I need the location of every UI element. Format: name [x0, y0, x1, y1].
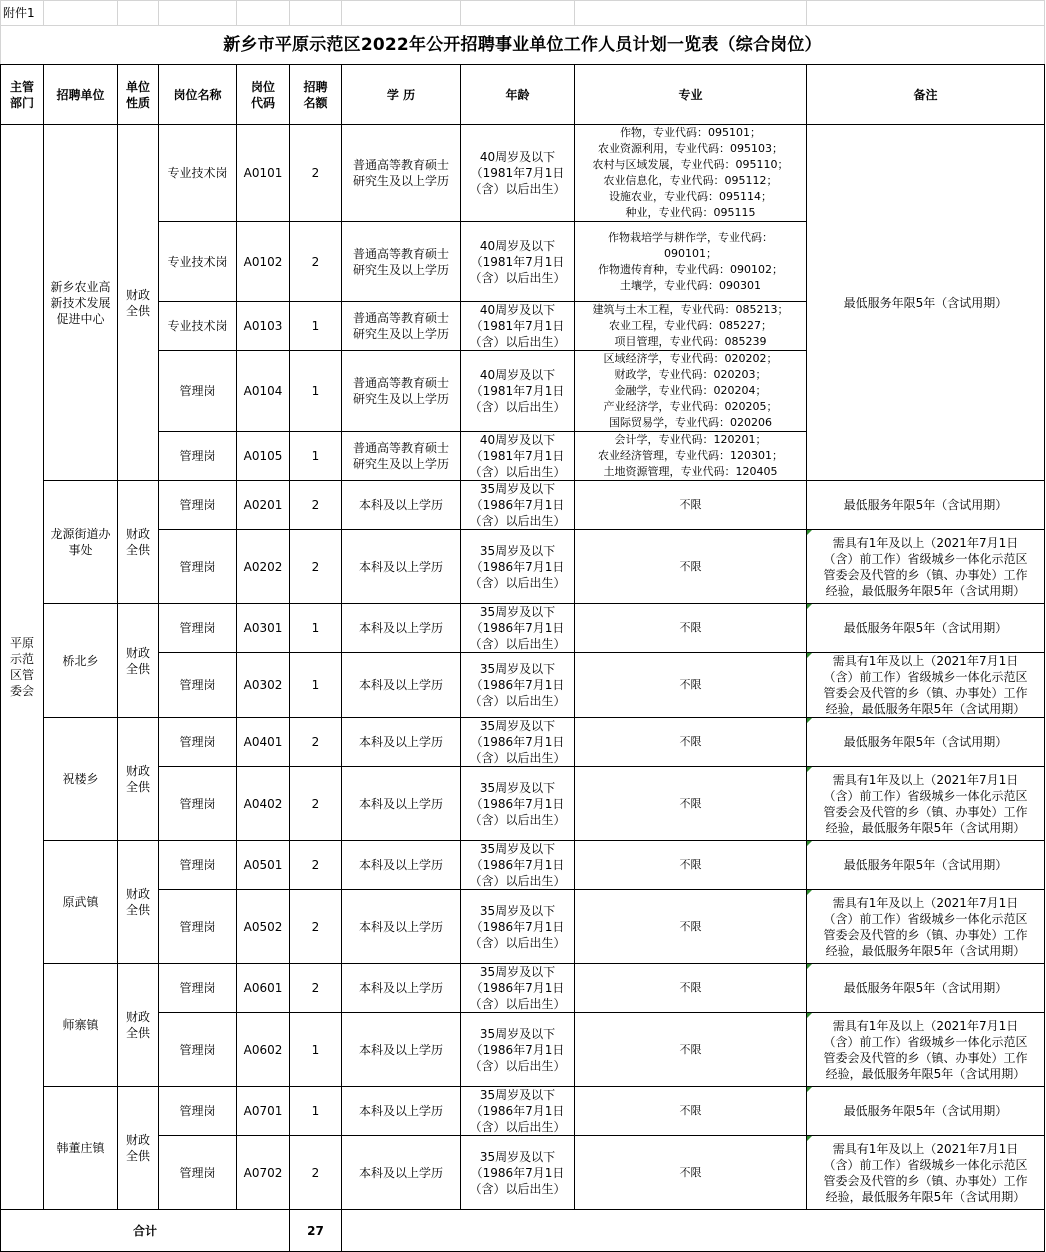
count-cell: 1: [290, 653, 342, 718]
count-cell: 1: [290, 432, 342, 481]
education-cell: 本科及以上学历: [342, 653, 461, 718]
major-cell: 不限: [575, 767, 807, 841]
total-empty: [342, 1210, 1045, 1252]
education-cell: 本科及以上学历: [342, 530, 461, 604]
age-cell: 35周岁及以下 （1986年7月1日 （含）以后出生）: [461, 1087, 575, 1136]
unit-name-cell: 师寨镇: [44, 964, 118, 1087]
education-cell: 本科及以上学历: [342, 964, 461, 1013]
note-cell: 最低服务年限5年（含试用期）: [807, 718, 1045, 767]
age-cell: 35周岁及以下 （1986年7月1日 （含）以后出生）: [461, 481, 575, 530]
post-name-cell: 管理岗: [159, 530, 237, 604]
post-name-cell: 管理岗: [159, 841, 237, 890]
education-cell: 本科及以上学历: [342, 718, 461, 767]
post-code-cell: A0501: [237, 841, 290, 890]
total-label: 合计: [1, 1210, 290, 1252]
education-cell: 普通高等教育硕士 研究生及以上学历: [342, 351, 461, 432]
post-code-cell: A0301: [237, 604, 290, 653]
table-row: [1, 481, 1045, 530]
major-cell: 会计学，专业代码：120201； 农业经济管理，专业代码：120301； 土地资源管理，专业代码：120405: [575, 432, 807, 481]
post-code-cell: A0302: [237, 653, 290, 718]
note-cell: 最低服务年限5年（含试用期）: [807, 125, 1045, 481]
age-cell: 35周岁及以下 （1986年7月1日 （含）以后出生）: [461, 718, 575, 767]
major-cell: 不限: [575, 481, 807, 530]
count-cell: 1: [290, 302, 342, 351]
post-name-cell: 专业技术岗: [159, 125, 237, 222]
education-cell: 本科及以上学历: [342, 890, 461, 964]
count-cell: 2: [290, 222, 342, 302]
note-cell: 需具有1年及以上（2021年7月1日 （含）前工作）省级城乡一体化示范区 管委会及代管的乡（镇、办事处）工作 经验，最低服务年限5年（含试用期）: [807, 1136, 1045, 1210]
age-cell: 40周岁及以下 （1981年7月1日 （含）以后出生）: [461, 222, 575, 302]
header-count: 招聘 名额: [290, 65, 342, 125]
education-cell: 普通高等教育硕士 研究生及以上学历: [342, 222, 461, 302]
education-cell: 普通高等教育硕士 研究生及以上学历: [342, 302, 461, 351]
count-cell: 1: [290, 1087, 342, 1136]
count-cell: 2: [290, 890, 342, 964]
age-cell: 40周岁及以下 （1981年7月1日 （含）以后出生）: [461, 351, 575, 432]
total-value: 27: [290, 1210, 342, 1252]
post-name-cell: 管理岗: [159, 890, 237, 964]
page-title: 新乡市平原示范区2022年公开招聘事业单位工作人员计划一览表（综合岗位）: [1, 26, 1045, 65]
education-cell: 本科及以上学历: [342, 1013, 461, 1087]
age-cell: 40周岁及以下 （1981年7月1日 （含）以后出生）: [461, 302, 575, 351]
table-row: [1, 841, 1045, 890]
unit-name-cell: 新乡农业高 新技术发展 促进中心: [44, 125, 118, 481]
post-name-cell: 专业技术岗: [159, 222, 237, 302]
major-cell: 不限: [575, 1136, 807, 1210]
post-code-cell: A0402: [237, 767, 290, 841]
post-name-cell: 管理岗: [159, 1087, 237, 1136]
header-note: 备注: [807, 65, 1045, 125]
major-cell: 不限: [575, 530, 807, 604]
age-cell: 35周岁及以下 （1986年7月1日 （含）以后出生）: [461, 1013, 575, 1087]
post-name-cell: 管理岗: [159, 481, 237, 530]
note-cell: 最低服务年限5年（含试用期）: [807, 604, 1045, 653]
major-cell: 建筑与土木工程，专业代码：085213； 农业工程，专业代码：085227； 项目管理，专业代码：085239: [575, 302, 807, 351]
post-code-cell: A0103: [237, 302, 290, 351]
post-name-cell: 管理岗: [159, 351, 237, 432]
age-cell: 35周岁及以下 （1986年7月1日 （含）以后出生）: [461, 890, 575, 964]
age-cell: 35周岁及以下 （1986年7月1日 （含）以后出生）: [461, 841, 575, 890]
note-cell: 需具有1年及以上（2021年7月1日 （含）前工作）省级城乡一体化示范区 管委会及代管的乡（镇、办事处）工作 经验，最低服务年限5年（含试用期）: [807, 530, 1045, 604]
count-cell: 2: [290, 767, 342, 841]
unit-nature-cell: 财政 全供: [118, 604, 159, 718]
header-post-code: 岗位 代码: [237, 65, 290, 125]
age-cell: 35周岁及以下 （1986年7月1日 （含）以后出生）: [461, 1136, 575, 1210]
post-name-cell: 管理岗: [159, 604, 237, 653]
age-cell: 35周岁及以下 （1986年7月1日 （含）以后出生）: [461, 604, 575, 653]
total-row: [1, 1210, 1045, 1252]
major-cell: 作物，专业代码：095101； 农业资源利用，专业代码：095103； 农村与区域发展，专业代码：095110； 农业信息化，专业代码：095112； 设施农业，专业代码：095114； 种业，专业代码：095115: [575, 125, 807, 222]
post-code-cell: A0601: [237, 964, 290, 1013]
post-name-cell: 管理岗: [159, 767, 237, 841]
unit-name-cell: 龙源街道办 事处: [44, 481, 118, 604]
education-cell: 普通高等教育硕士 研究生及以上学历: [342, 432, 461, 481]
post-code-cell: A0104: [237, 351, 290, 432]
major-cell: 不限: [575, 964, 807, 1013]
post-code-cell: A0602: [237, 1013, 290, 1087]
post-name-cell: 管理岗: [159, 432, 237, 481]
education-cell: 本科及以上学历: [342, 481, 461, 530]
header-major: 专业: [575, 65, 807, 125]
note-cell: 需具有1年及以上（2021年7月1日 （含）前工作）省级城乡一体化示范区 管委会及代管的乡（镇、办事处）工作 经验，最低服务年限5年（含试用期）: [807, 1013, 1045, 1087]
post-code-cell: A0401: [237, 718, 290, 767]
age-cell: 40周岁及以下 （1981年7月1日 （含）以后出生）: [461, 432, 575, 481]
post-name-cell: 管理岗: [159, 1136, 237, 1210]
count-cell: 2: [290, 125, 342, 222]
education-cell: 普通高等教育硕士 研究生及以上学历: [342, 125, 461, 222]
count-cell: 2: [290, 481, 342, 530]
note-cell: 需具有1年及以上（2021年7月1日 （含）前工作）省级城乡一体化示范区 管委会及代管的乡（镇、办事处）工作 经验，最低服务年限5年（含试用期）: [807, 653, 1045, 718]
major-cell: 不限: [575, 718, 807, 767]
post-name-cell: 管理岗: [159, 718, 237, 767]
age-cell: 40周岁及以下 （1981年7月1日 （含）以后出生）: [461, 125, 575, 222]
note-cell: 最低服务年限5年（含试用期）: [807, 481, 1045, 530]
count-cell: 2: [290, 530, 342, 604]
header-post-name: 岗位名称: [159, 65, 237, 125]
count-cell: 1: [290, 604, 342, 653]
unit-nature-cell: 财政 全供: [118, 1087, 159, 1210]
post-name-cell: 管理岗: [159, 653, 237, 718]
major-cell: 区域经济学，专业代码：020202； 财政学，专业代码：020203； 金融学，专业代码：020204； 产业经济学，专业代码：020205； 国际贸易学，专业代码：020206: [575, 351, 807, 432]
major-cell: 不限: [575, 653, 807, 718]
table-row: [1, 718, 1045, 767]
unit-nature-cell: 财政 全供: [118, 841, 159, 964]
post-code-cell: A0701: [237, 1087, 290, 1136]
header-nature: 单位 性质: [118, 65, 159, 125]
note-cell: 最低服务年限5年（含试用期）: [807, 841, 1045, 890]
note-cell: 最低服务年限5年（含试用期）: [807, 1087, 1045, 1136]
count-cell: 2: [290, 841, 342, 890]
major-cell: 不限: [575, 604, 807, 653]
unit-nature-cell: 财政 全供: [118, 718, 159, 841]
header-age: 年龄: [461, 65, 575, 125]
note-cell: 需具有1年及以上（2021年7月1日 （含）前工作）省级城乡一体化示范区 管委会及代管的乡（镇、办事处）工作 经验，最低服务年限5年（含试用期）: [807, 890, 1045, 964]
header-dept: 主管 部门: [1, 65, 44, 125]
unit-name-cell: 韩董庄镇: [44, 1087, 118, 1210]
note-cell: 需具有1年及以上（2021年7月1日 （含）前工作）省级城乡一体化示范区 管委会及代管的乡（镇、办事处）工作 经验，最低服务年限5年（含试用期）: [807, 767, 1045, 841]
table-row: [1, 964, 1045, 1013]
post-code-cell: A0502: [237, 890, 290, 964]
header-unit: 招聘单位: [44, 65, 118, 125]
table-row: [1, 604, 1045, 653]
table-row: [1, 125, 1045, 222]
unit-name-cell: 祝楼乡: [44, 718, 118, 841]
age-cell: 35周岁及以下 （1986年7月1日 （含）以后出生）: [461, 530, 575, 604]
unit-nature-cell: 财政 全供: [118, 481, 159, 604]
count-cell: 1: [290, 1013, 342, 1087]
count-cell: 2: [290, 718, 342, 767]
major-cell: 不限: [575, 841, 807, 890]
major-cell: 不限: [575, 890, 807, 964]
post-code-cell: A0702: [237, 1136, 290, 1210]
count-cell: 2: [290, 1136, 342, 1210]
post-code-cell: A0102: [237, 222, 290, 302]
header-education: 学 历: [342, 65, 461, 125]
post-code-cell: A0105: [237, 432, 290, 481]
major-cell: 不限: [575, 1013, 807, 1087]
education-cell: 本科及以上学历: [342, 841, 461, 890]
major-cell: 不限: [575, 1087, 807, 1136]
post-code-cell: A0202: [237, 530, 290, 604]
unit-name-cell: 原武镇: [44, 841, 118, 964]
major-cell: 作物栽培学与耕作学，专业代码： 090101； 作物遗传育种，专业代码：090102； 土壤学，专业代码：090301: [575, 222, 807, 302]
age-cell: 35周岁及以下 （1986年7月1日 （含）以后出生）: [461, 964, 575, 1013]
unit-nature-cell: 财政 全供: [118, 125, 159, 481]
education-cell: 本科及以上学历: [342, 767, 461, 841]
education-cell: 本科及以上学历: [342, 1087, 461, 1136]
dept-cell: 平原 示范 区管 委会: [1, 125, 44, 1210]
age-cell: 35周岁及以下 （1986年7月1日 （含）以后出生）: [461, 653, 575, 718]
table-row: [1, 1087, 1045, 1136]
unit-name-cell: 桥北乡: [44, 604, 118, 718]
post-code-cell: A0101: [237, 125, 290, 222]
count-cell: 1: [290, 351, 342, 432]
attachment-label: 附件1: [1, 1, 44, 26]
note-cell: 最低服务年限5年（含试用期）: [807, 964, 1045, 1013]
age-cell: 35周岁及以下 （1986年7月1日 （含）以后出生）: [461, 767, 575, 841]
post-code-cell: A0201: [237, 481, 290, 530]
post-name-cell: 管理岗: [159, 1013, 237, 1087]
education-cell: 本科及以上学历: [342, 1136, 461, 1210]
post-name-cell: 管理岗: [159, 964, 237, 1013]
count-cell: 2: [290, 964, 342, 1013]
post-name-cell: 专业技术岗: [159, 302, 237, 351]
education-cell: 本科及以上学历: [342, 604, 461, 653]
unit-nature-cell: 财政 全供: [118, 964, 159, 1087]
